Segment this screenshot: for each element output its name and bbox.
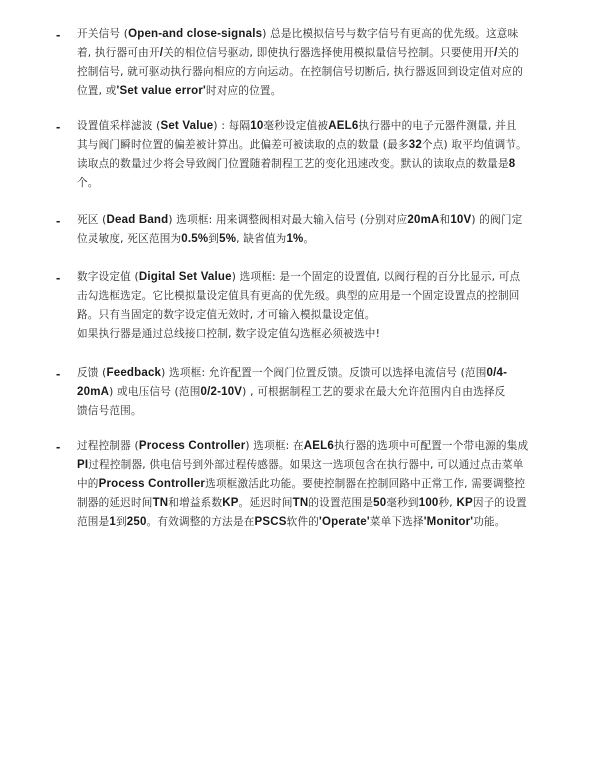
bold-term: 1% bbox=[286, 233, 304, 245]
text-line: 20mA) 或电压信号 (范围0/2-10V) , 可根据制程工艺的要求在最大允许范围内自由选择反 bbox=[77, 386, 506, 398]
bullet-dash-icon: - bbox=[56, 213, 61, 228]
bullet-dash-icon: - bbox=[56, 366, 61, 381]
bullet-item-open-close-signals bbox=[56, 25, 546, 101]
bold-term: 5% bbox=[219, 233, 237, 245]
bold-term: TN bbox=[152, 497, 169, 509]
bullet-item-feedback bbox=[56, 364, 546, 421]
bold-term: 20mA bbox=[407, 214, 440, 226]
text-line: 开关信号 (Open-and close-signals) 总是比模拟信号与数字信号有更高的优先级。这意味 bbox=[77, 28, 519, 40]
bold-term: TN bbox=[292, 497, 309, 509]
bold-term: 'Operate' bbox=[319, 516, 370, 528]
bullet-text bbox=[77, 268, 546, 344]
bold-term: 0/4- bbox=[486, 367, 508, 379]
text-line: 如果执行器是通过总线接口控制, 数字设定值勾选框必须被选中! bbox=[77, 328, 381, 340]
bullet-text bbox=[77, 25, 546, 101]
text-line: 位置, 或'Set value error'时对应的位置。 bbox=[77, 85, 282, 97]
text-line: 设置值采样滤波 (Set Value) : 每隔10毫秒设定值被AEL6执行器中的电子元器件测量, 并且 bbox=[77, 120, 517, 132]
text-line: 路。只有当固定的数字设定值无效时, 才可输入模拟量设定值。 bbox=[77, 309, 376, 321]
bullet-dash-icon: - bbox=[56, 27, 61, 42]
bullet-dash-icon: - bbox=[56, 439, 61, 454]
bold-term: 20mA bbox=[77, 386, 110, 398]
bullet-item-set-value-filter bbox=[56, 117, 546, 193]
bullet-item-dead-band bbox=[56, 211, 546, 249]
text-line: 位灵敏度, 死区范围为0.5%到5%, 缺省值为1%。 bbox=[77, 233, 315, 245]
bold-term: / bbox=[159, 47, 164, 59]
text-line: 馈信号范围。 bbox=[77, 405, 142, 417]
bold-term: 0.5% bbox=[181, 233, 209, 245]
bold-term: 250 bbox=[126, 516, 147, 528]
bold-term: 1 bbox=[109, 516, 116, 528]
bold-term: 8 bbox=[508, 158, 516, 170]
bold-term: / bbox=[494, 47, 498, 59]
bold-term: 'Monitor' bbox=[423, 516, 474, 528]
text-line: 死区 (Dead Band) 选项框: 用来调整阀相对最大输入信号 (分别对应20mA和10V) 的阀门定 bbox=[77, 214, 523, 226]
bold-term: Feedback bbox=[106, 367, 162, 379]
text-line: 着, 执行器可由开/关的相位信号驱动, 即使执行器选择使用模拟量信号控制。只要使用开/关的 bbox=[77, 47, 520, 59]
bold-term: 0/2-10V bbox=[200, 386, 243, 398]
text-line: 个。 bbox=[77, 177, 99, 189]
bold-term: 10V bbox=[450, 214, 472, 226]
bold-term: Open-and close-signals bbox=[128, 28, 263, 40]
text-line: 其与阀门瞬时位置的偏差被计算出。此偏差可被读取的点的数量 (最多32个点) 取平均值调节。 bbox=[77, 139, 527, 151]
bold-term: KP bbox=[222, 497, 239, 509]
bold-term: Process Controller bbox=[98, 478, 206, 490]
text-line: 过程控制器 (Process Controller) 选项框: 在AEL6执行器的选项中可配置一个带电源的集成 bbox=[77, 440, 529, 452]
bullet-text bbox=[77, 364, 546, 421]
bold-term: AEL6 bbox=[303, 440, 334, 452]
text-line: 范围是1到250。有效调整的方法是在PSCS软件的'Operate'菜单下选择'Monitor'功能。 bbox=[77, 516, 506, 528]
text-line: 读取点的数量过少将会导致阀门位置随着制程工艺的变化迅速改变。默认的读取点的数量是8 bbox=[77, 158, 516, 170]
text-line: PI过程控制器, 供电信号到外部过程传感器。如果这一选项包含在执行器中, 可以通过点击菜单 bbox=[77, 459, 524, 471]
bold-term: 50 bbox=[373, 497, 387, 509]
text-line: 中的Process Controller选项框激活此功能。要使控制器在控制回路中正常工作, 需要调整控 bbox=[77, 478, 526, 490]
bullet-dash-icon: - bbox=[56, 119, 61, 134]
bold-term: Process Controller bbox=[138, 440, 246, 452]
bold-term: 'Set value error' bbox=[116, 85, 206, 97]
text-line: 制器的延迟时间TN和增益系数KP。延迟时间TN的设置范围是50毫秒到100秒, KP因子的设置 bbox=[77, 497, 527, 509]
bold-term: 32 bbox=[408, 139, 422, 151]
bullet-text bbox=[77, 211, 546, 249]
bullet-item-process-controller bbox=[56, 437, 546, 532]
text-line: 控制信号, 就可驱动执行器向相应的方向运动。在控制信号切断后, 执行器返回到设定值对应的 bbox=[77, 66, 524, 78]
text-line: 反馈 (Feedback) 选项框: 允许配置一个阀门位置反馈。反馈可以选择电流信号 (范围0/4- bbox=[77, 367, 508, 379]
bold-term: Dead Band bbox=[106, 214, 169, 226]
text-line: 数字设定值 (Digital Set Value) 选项框: 是一个固定的设置值, 以阀行程的百分比显示, 可点 bbox=[77, 271, 521, 283]
bold-term: AEL6 bbox=[328, 120, 359, 132]
bold-term: Set Value bbox=[160, 120, 214, 132]
bold-term: 100 bbox=[418, 497, 439, 509]
bold-term: PSCS bbox=[254, 516, 287, 528]
bold-term: PI bbox=[77, 459, 89, 471]
text-line: 击勾选框选定。它比模拟量设定值具有更高的优先级。典型的应用是一个固定设置点的控制回 bbox=[77, 290, 520, 302]
bullet-text bbox=[77, 117, 546, 193]
bold-term: KP bbox=[456, 497, 473, 509]
bullet-text bbox=[77, 437, 546, 532]
bold-term: Digital Set Value bbox=[138, 271, 232, 283]
bullet-dash-icon: - bbox=[56, 270, 61, 285]
bullet-item-digital-set-value bbox=[56, 268, 546, 344]
bold-term: 10 bbox=[250, 120, 264, 132]
